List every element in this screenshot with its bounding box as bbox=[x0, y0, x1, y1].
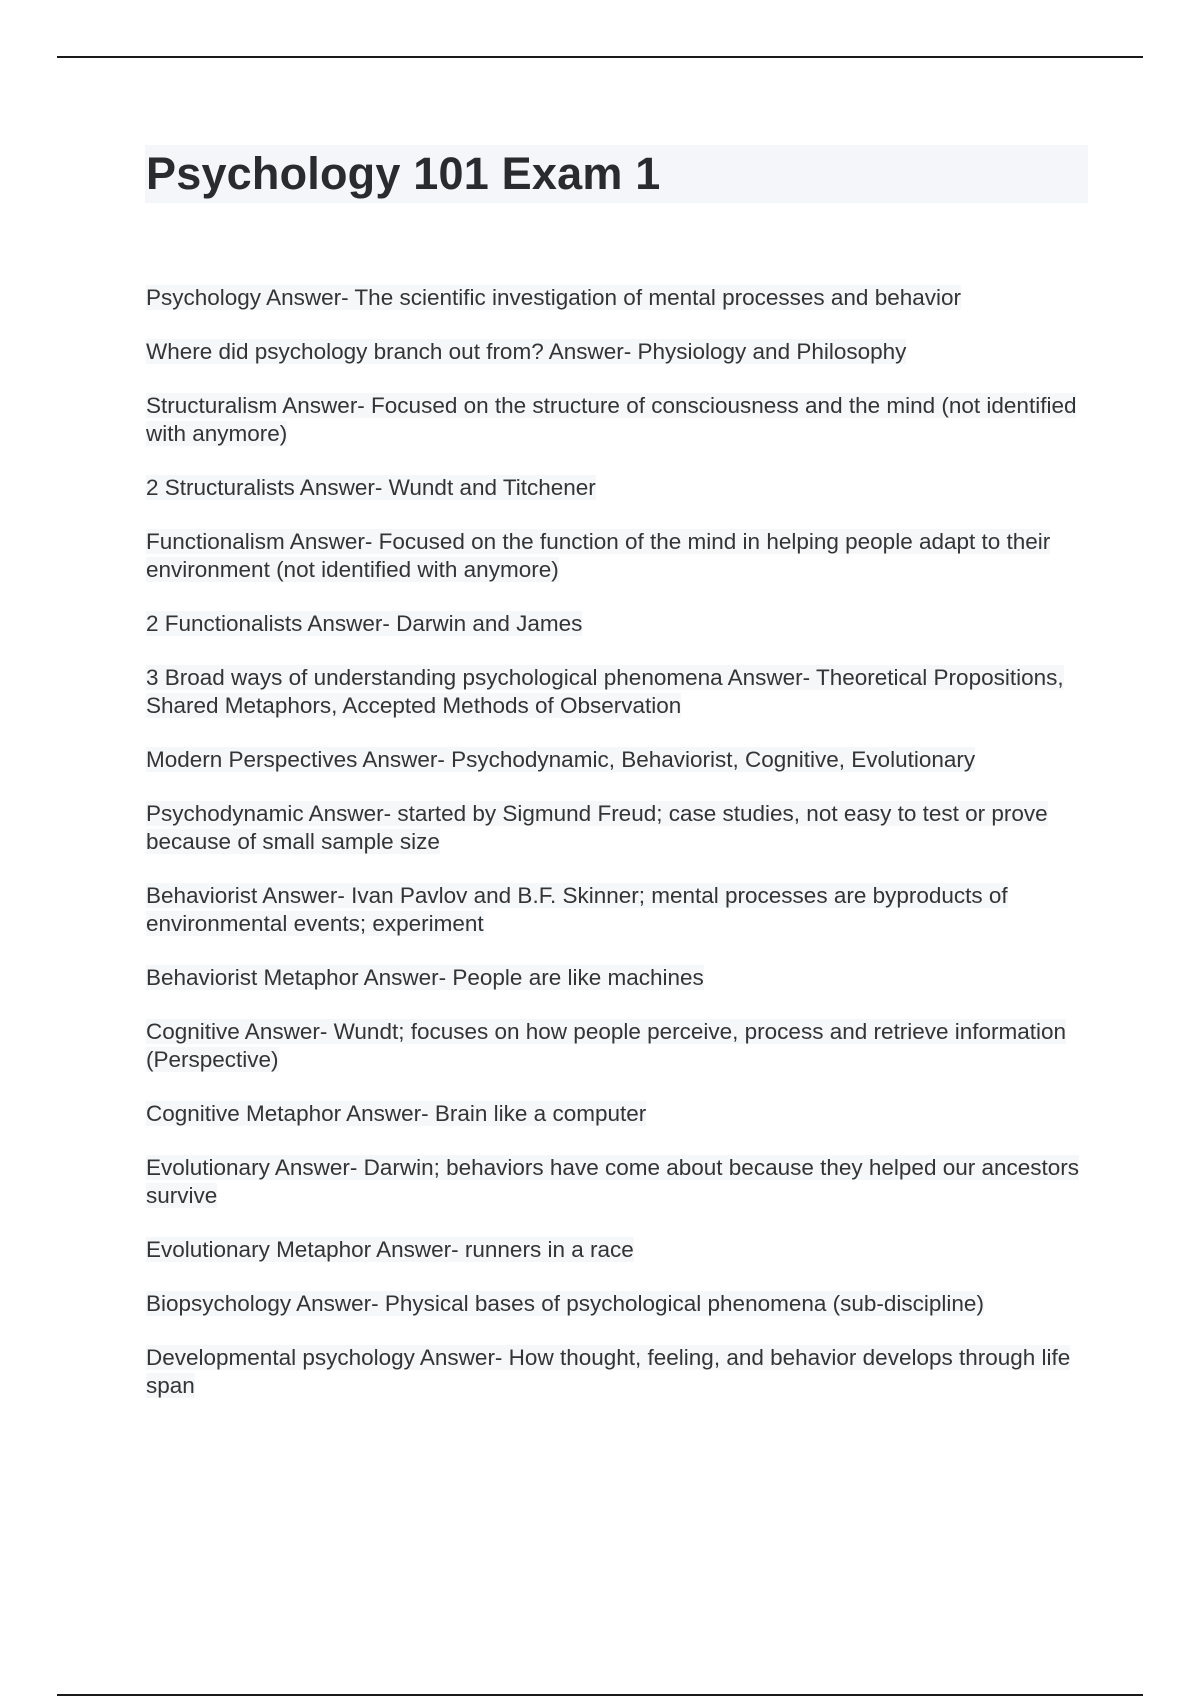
qa-entry bbox=[146, 882, 1086, 938]
qa-entry bbox=[146, 474, 1086, 502]
qa-entry-text: Cognitive Answer- Wundt; focuses on how people perceive, process and retrieve information (Perspective) bbox=[146, 1019, 1067, 1072]
qa-entry-text: Psychology Answer- The scientific investigation of mental processes and behavior bbox=[146, 285, 962, 310]
qa-entry-text: Functionalism Answer- Focused on the function of the mind in helping people adapt to their environment (not identified with anymore) bbox=[146, 529, 1051, 582]
qa-entry bbox=[146, 1236, 1086, 1264]
qa-entry bbox=[146, 1100, 1086, 1128]
qa-entry bbox=[146, 338, 1086, 366]
qa-entry-text: Where did psychology branch out from? Answer- Physiology and Philosophy bbox=[146, 339, 907, 364]
qa-entry-text: Behaviorist Answer- Ivan Pavlov and B.F. Skinner; mental processes are byproducts of environmental events; experiment bbox=[146, 883, 1008, 936]
page-title: Psychology 101 Exam 1 bbox=[146, 148, 661, 199]
qa-entry-text: Evolutionary Answer- Darwin; behaviors have come about because they helped our ancestors survive bbox=[146, 1155, 1080, 1208]
qa-entry bbox=[146, 964, 1086, 992]
bottom-divider bbox=[57, 1694, 1143, 1696]
qa-entry-text: Developmental psychology Answer- How thought, feeling, and behavior develops through life span bbox=[146, 1345, 1071, 1398]
qa-entry bbox=[146, 392, 1086, 448]
qa-list bbox=[146, 284, 1086, 1426]
qa-entry bbox=[146, 1344, 1086, 1400]
qa-entry bbox=[146, 610, 1086, 638]
qa-entry-text: Evolutionary Metaphor Answer- runners in a race bbox=[146, 1237, 634, 1262]
qa-entry bbox=[146, 800, 1086, 856]
qa-entry-text: 3 Broad ways of understanding psychological phenomena Answer- Theoretical Propositions, Shared Metaphors, Accepted Methods of Observation bbox=[146, 665, 1064, 718]
qa-entry bbox=[146, 528, 1086, 584]
qa-entry-text: Structuralism Answer- Focused on the structure of consciousness and the mind (not identified with anymore) bbox=[146, 393, 1077, 446]
qa-entry bbox=[146, 746, 1086, 774]
qa-entry bbox=[146, 664, 1086, 720]
qa-entry-text: Behaviorist Metaphor Answer- People are like machines bbox=[146, 965, 704, 990]
top-divider bbox=[57, 56, 1143, 58]
qa-entry-text: 2 Functionalists Answer- Darwin and James bbox=[146, 611, 583, 636]
qa-entry-text: Cognitive Metaphor Answer- Brain like a computer bbox=[146, 1101, 647, 1126]
qa-entry-text: Biopsychology Answer- Physical bases of psychological phenomena (sub-discipline) bbox=[146, 1291, 984, 1316]
qa-entry-text: Modern Perspectives Answer- Psychodynamic, Behaviorist, Cognitive, Evolutionary bbox=[146, 747, 976, 772]
qa-entry bbox=[146, 284, 1086, 312]
qa-entry bbox=[146, 1018, 1086, 1074]
qa-entry bbox=[146, 1154, 1086, 1210]
qa-entry bbox=[146, 1290, 1086, 1318]
qa-entry-text: Psychodynamic Answer- started by Sigmund Freud; case studies, not easy to test or prove because of small sample size bbox=[146, 801, 1048, 854]
qa-entry-text: 2 Structuralists Answer- Wundt and Titchener bbox=[146, 475, 596, 500]
